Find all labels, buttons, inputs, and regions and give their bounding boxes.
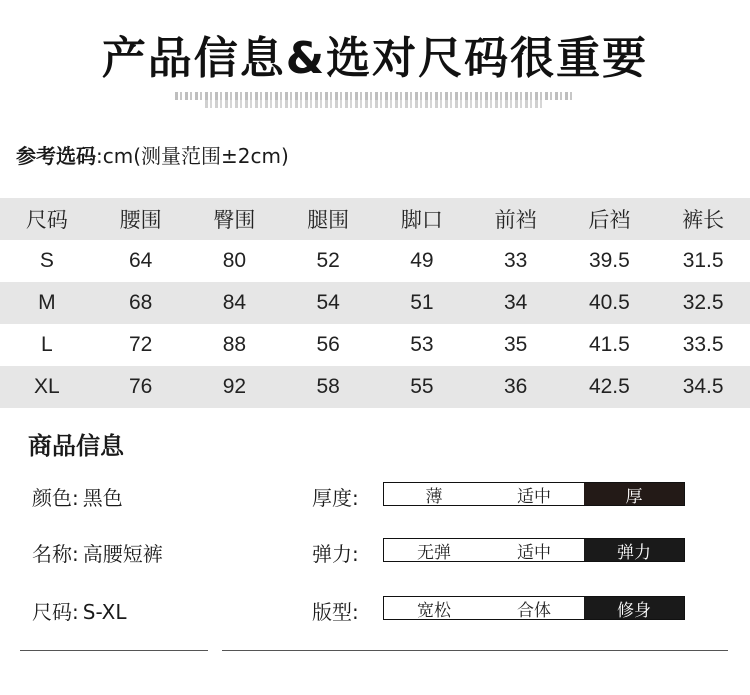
table-cell: 31.5 [682,249,724,272]
table-cell: M [0,282,94,324]
table-cell: 64 [128,249,153,272]
header-cell: 后裆 [563,198,657,240]
table-cell: 55 [375,366,469,408]
header-cell: 腰围 [94,198,188,240]
decorative-fine-print [205,100,545,108]
elasticity-option-selected: 弹力 [584,539,684,561]
divider [20,650,208,651]
table-cell: 92 [188,366,282,408]
table-cell: 41.5 [588,333,630,356]
product-info-heading: 商品信息 [28,432,124,460]
elasticity-option: 无弹 [417,542,451,563]
header-cell: 裤长 [656,198,750,240]
table-row [0,240,750,282]
header-cell: 尺码 [0,198,94,240]
thickness-option: 适中 [517,486,551,507]
fit-scale [383,596,685,620]
table-cell: 42.5 [563,366,657,408]
thickness-option-selected: 厚 [584,483,684,505]
header-cell: 腿围 [281,198,375,240]
table-cell: 34.5 [656,366,750,408]
table-cell: 35 [503,333,528,356]
table-cell: 33 [503,249,528,272]
table-cell: L [41,333,53,356]
elasticity-scale [383,538,685,562]
size-info [32,596,127,625]
fit-option-selected: 修身 [584,597,684,619]
table-row [0,324,750,366]
size-label: 尺码: [32,600,79,624]
header-cell: 前裆 [469,198,563,240]
header-cell: 脚口 [375,198,469,240]
page-title: 产品信息&选对尺码很重要 [101,33,649,84]
table-cell: 76 [94,366,188,408]
table-cell: 51 [375,282,469,324]
fit-option: 宽松 [417,600,451,621]
reference-note [16,140,289,169]
header-cell: 臀围 [188,198,282,240]
table-cell: 34 [469,282,563,324]
table-cell: 53 [410,333,434,356]
table-cell: XL [0,366,94,408]
elasticity-label: 弹力: [312,542,359,566]
decorative-fine-print [175,92,575,100]
size-table-header [0,198,750,240]
color-info [32,482,123,511]
table-cell: 58 [281,366,375,408]
table-cell: 32.5 [656,282,750,324]
table-cell: 80 [222,249,247,272]
table-cell: 39.5 [588,249,630,272]
table-cell: 84 [188,282,282,324]
table-cell: 36 [469,366,563,408]
table-row [0,282,750,324]
table-cell: 40.5 [563,282,657,324]
name-label: 名称: [32,542,79,566]
color-value: 黑色 [82,486,123,510]
thickness-label: 厚度: [312,486,359,510]
table-cell: 33.5 [682,333,724,356]
divider [222,650,728,651]
fit-label: 版型: [312,600,359,624]
table-cell: 56 [316,333,340,356]
name-info [32,538,163,567]
elasticity-option: 适中 [517,542,551,563]
table-cell: 52 [316,249,340,272]
name-value: 高腰短裤 [82,542,163,566]
table-cell: S [39,249,54,272]
thickness-scale [383,482,685,506]
table-cell: 54 [281,282,375,324]
table-cell: 68 [94,282,188,324]
reference-unit: :cm(测量范围±2cm) [96,144,289,168]
reference-label: 参考选码 [16,144,96,168]
table-cell: 49 [410,249,434,272]
thickness-option: 薄 [425,486,443,507]
color-label: 颜色: [32,486,79,510]
table-cell: 72 [128,333,153,356]
fit-option: 合体 [517,600,551,621]
size-table [0,198,750,408]
size-value: S-XL [82,600,127,624]
table-row [0,366,750,408]
table-cell: 88 [222,333,247,356]
